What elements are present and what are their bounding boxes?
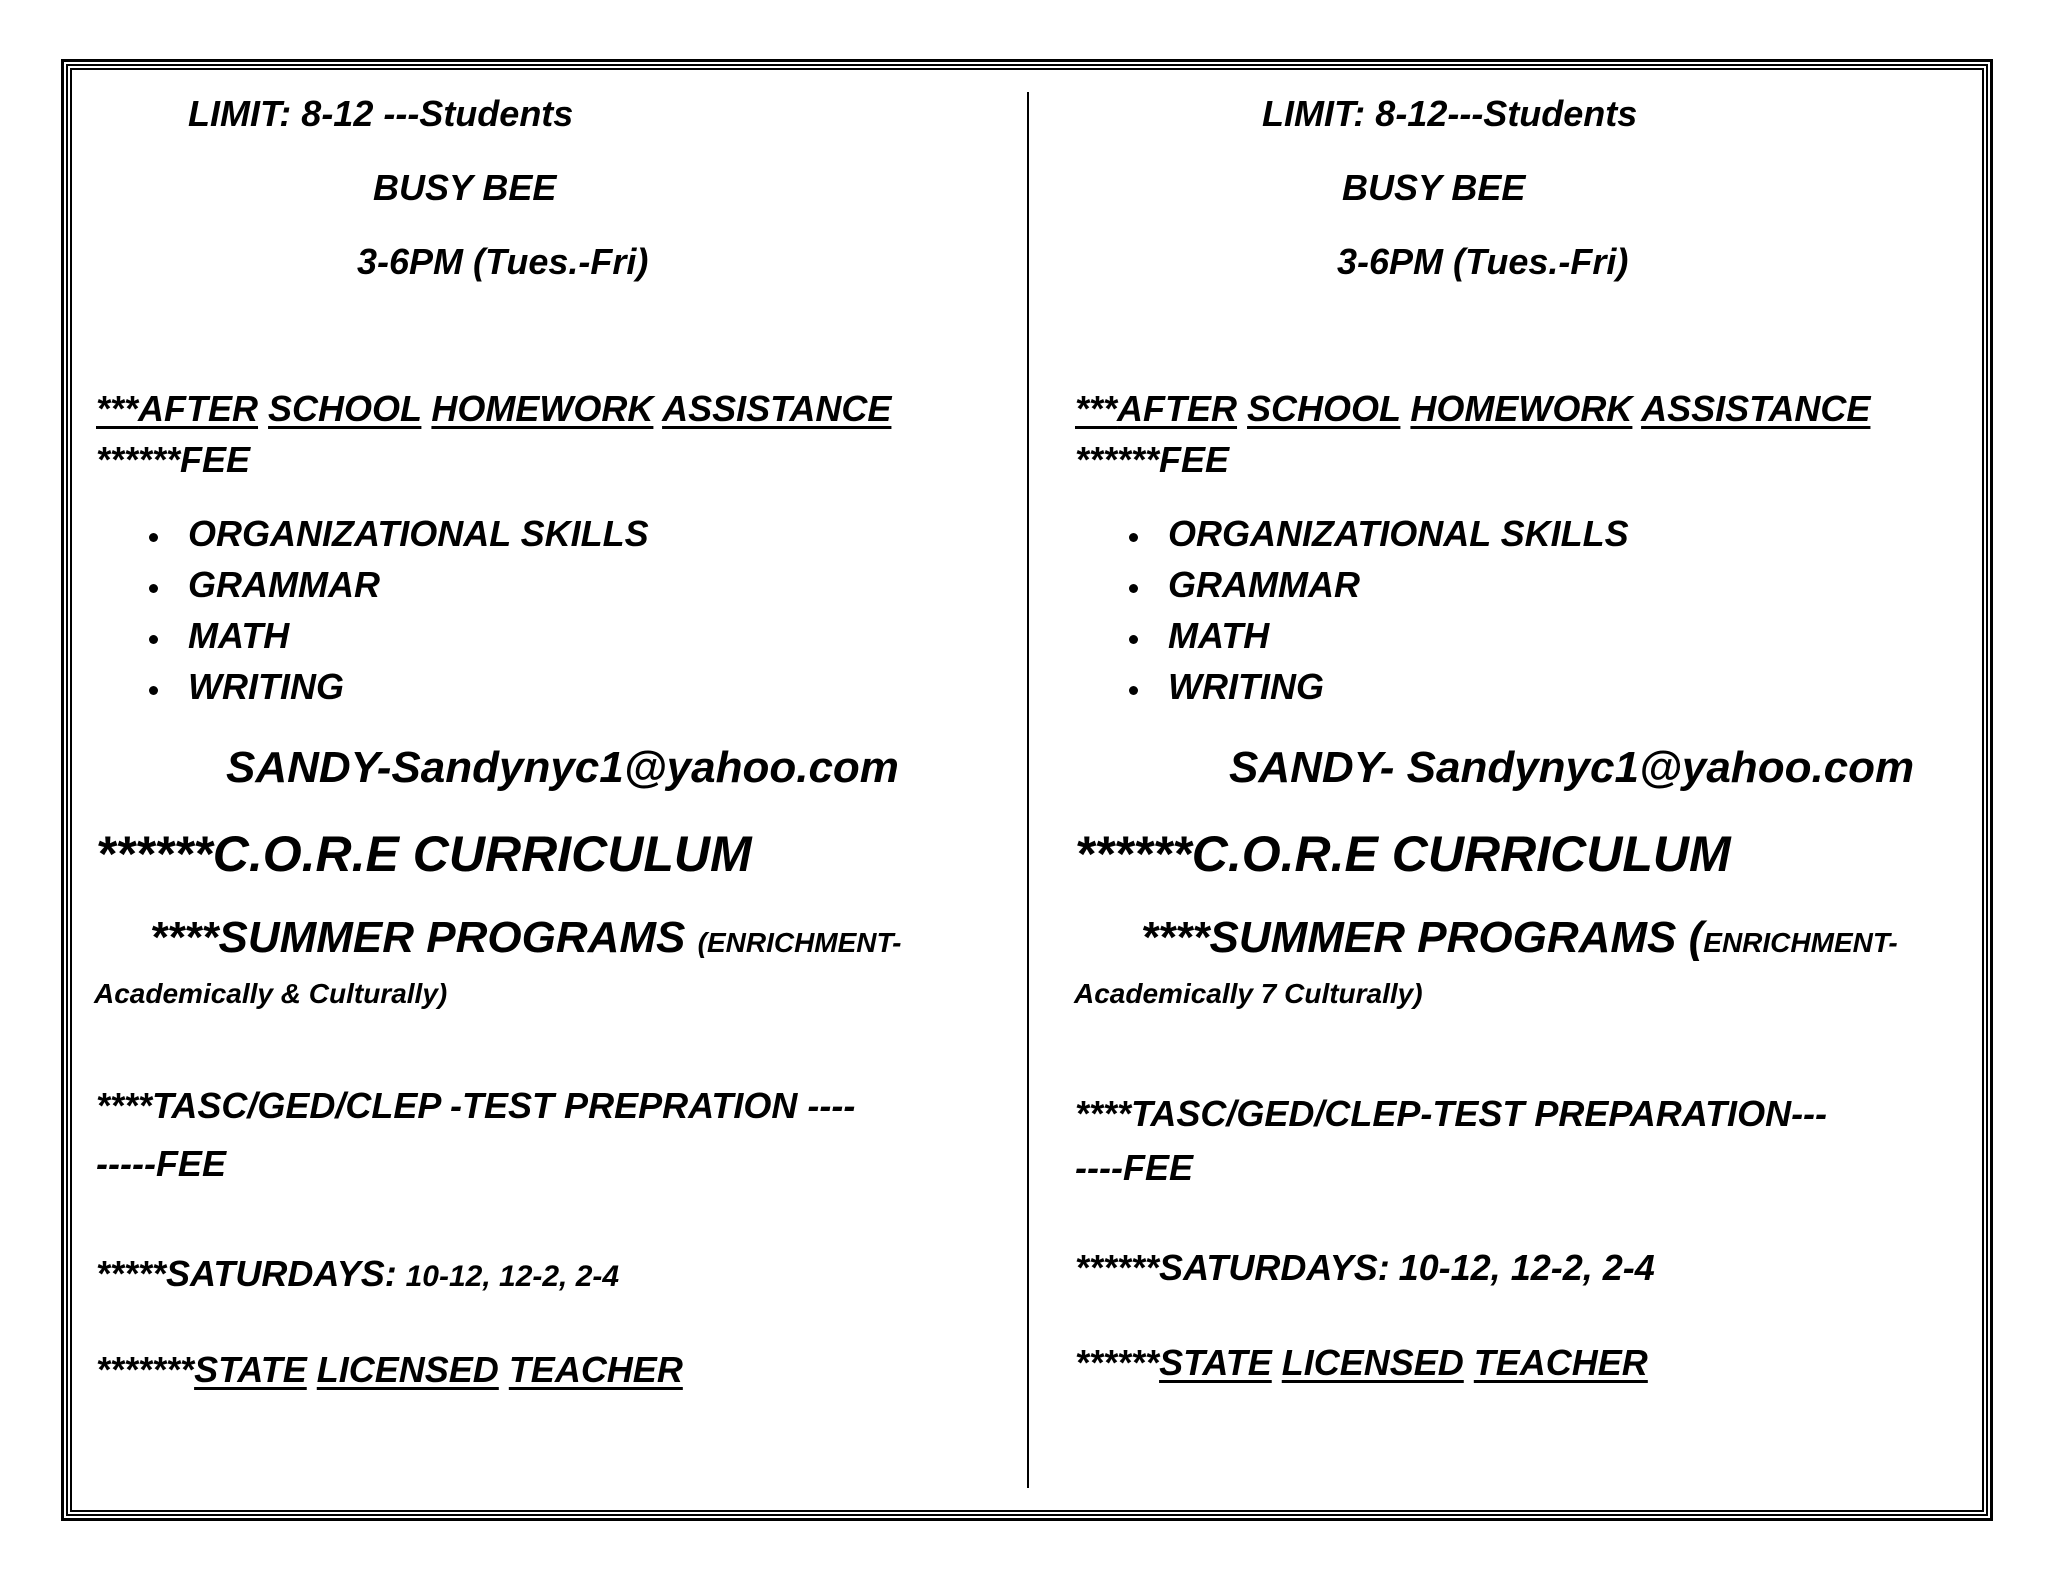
limit-text: LIMIT: 8-12 ---Students [188,93,574,134]
teacher-text [1075,1342,1648,1383]
summer-paren: ENRICHMENT- [1703,927,1898,958]
saturdays-label: *****SATURDAYS: [96,1253,397,1294]
homework-heading [1075,388,1871,429]
hours-text: 3-6PM (Tues.-Fri) [1337,241,1629,282]
core-curriculum-text: ******C.O.R.E CURRICULUM [96,826,752,882]
homework-word-after: AFTER [1117,388,1238,429]
summer-programs-heading [1141,913,1898,962]
bullet-dot [1129,584,1138,593]
homework-prefix: *** [96,388,139,429]
tasc-line-1: ****TASC/GED/CLEP-TEST PREPARATION--- [1075,1093,1828,1134]
homework-word-school: SCHOOL [268,388,422,429]
homework-word-school: SCHOOL [1247,388,1401,429]
summer-paren: (ENRICHMENT- [697,927,902,958]
saturdays-times: 10-12, 12-2, 2-4 [1398,1247,1655,1288]
list-item: WRITING [188,666,344,707]
flyer-title: BUSY BEE [373,167,557,208]
tasc-line-1: ****TASC/GED/CLEP -TEST PREPRATION ---- [96,1085,856,1126]
homework-word-homework: HOMEWORK [1410,388,1633,429]
saturdays-times: 10-12, 12-2, 2-4 [405,1260,620,1293]
list-item: WRITING [1168,666,1324,707]
list-item: GRAMMAR [188,564,380,605]
bullet-dot [1129,686,1138,695]
teacher-prefix: ******* [96,1349,195,1390]
list-item: ORGANIZATIONAL SKILLS [1168,513,1629,554]
homework-word-assistance: ASSISTANCE [662,388,892,429]
limit-text: LIMIT: 8-12---Students [1262,93,1638,134]
teacher-word-teacher: TEACHER [1473,1342,1648,1383]
homework-word-assistance: ASSISTANCE [1641,388,1871,429]
teacher-word-licensed: LICENSED [1281,1342,1464,1383]
list-item: MATH [1168,615,1270,656]
tasc-line-2: -----FEE [96,1143,226,1184]
fee-text: ******FEE [96,439,251,480]
teacher-word-state: STATE [194,1349,307,1390]
bullet-dot [1129,635,1138,644]
list-item: MATH [188,615,290,656]
homework-word-homework: HOMEWORK [431,388,654,429]
homework-word-after: AFTER [138,388,259,429]
saturdays-text [1075,1247,1655,1288]
teacher-prefix: ****** [1075,1342,1160,1383]
summer-continuation: Academically & Culturally) [94,978,448,1009]
bullet-dot [1129,533,1138,542]
teacher-word-teacher: TEACHER [508,1349,683,1390]
teacher-word-licensed: LICENSED [316,1349,499,1390]
list-item: GRAMMAR [1168,564,1360,605]
summer-continuation: Academically 7 Culturally) [1074,978,1423,1009]
flyer-title: BUSY BEE [1342,167,1526,208]
summer-main: ****SUMMER PROGRAMS ( [1141,913,1704,962]
hours-text: 3-6PM (Tues.-Fri) [357,241,649,282]
core-curriculum-text: ******C.O.R.E CURRICULUM [1075,826,1731,882]
homework-prefix: *** [1075,388,1118,429]
contact-text: SANDY- Sandynyc1@yahoo.com [1229,743,1915,792]
teacher-word-state: STATE [1159,1342,1272,1383]
summer-main: ****SUMMER PROGRAMS [150,913,698,962]
list-item: ORGANIZATIONAL SKILLS [188,513,649,554]
column-divider [1027,92,1029,1488]
fee-text: ******FEE [1075,439,1230,480]
saturdays-label: ******SATURDAYS: [1075,1247,1390,1288]
contact-text: SANDY-Sandynyc1@yahoo.com [226,743,899,792]
tasc-line-2: ----FEE [1075,1147,1193,1188]
